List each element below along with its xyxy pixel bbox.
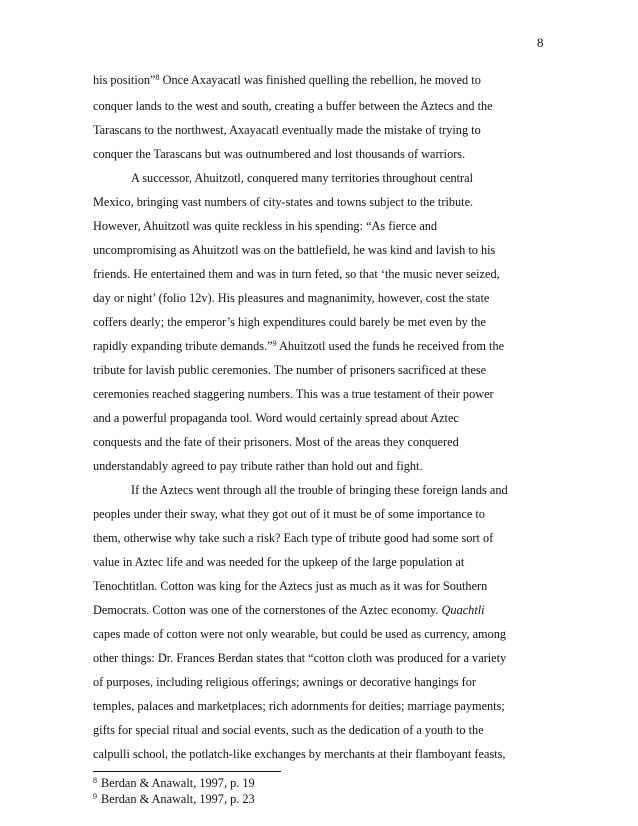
text-line: conquer the Tarascans but was outnumbered and lost thousands of warriors. xyxy=(93,147,466,161)
text-line: them, otherwise why take such a risk? Each type of tribute good had some sort of xyxy=(93,531,494,545)
text-line: Tenochtitlan. Cotton was king for the Aztecs just as much as it was for Southern xyxy=(93,579,488,593)
text-line: calpulli school, the potlatch-like exchanges by merchants at their flamboyant feasts, xyxy=(93,747,506,761)
footnote-ref: 8 xyxy=(155,73,160,82)
text-line: conquer lands to the west and south, creating a buffer between the Aztecs and the xyxy=(93,99,493,113)
text-line: conquests and the fate of their prisoners. Most of the areas they conquered xyxy=(93,435,459,449)
paragraph-start-line: If the Aztecs went through all the trouble of bringing these foreign lands and xyxy=(131,483,508,497)
text-line: capes made of cotton were not only wearable, but could be used as currency, among xyxy=(93,627,507,641)
footnote-mark: 8 xyxy=(93,776,97,785)
text-line: value in Aztec life and was needed for the upkeep of the large population at xyxy=(93,555,465,569)
text-line: Tarascans to the northwest, Axayacatl eventually made the mistake of trying to xyxy=(93,123,481,137)
text-line: rapidly expanding tribute demands.”$^9$ Ahuitzotl used the funds he received from the xyxy=(93,339,505,353)
text-line: Mexico, bringing vast numbers of city-states and towns subject to the tribute. xyxy=(93,195,474,209)
text-line: day or night’ (folio 12v). His pleasures and magnanimity, however, cost the state xyxy=(93,291,490,305)
text-line: gifts for special ritual and social events, such as the dedication of a youth to the xyxy=(93,723,484,737)
page-number: 8 xyxy=(537,35,544,50)
footnote-separator xyxy=(93,771,281,772)
text-line: of purposes, including religious offerings; awnings or decorative hangings for xyxy=(93,675,476,689)
text-line: other things: Dr. Frances Berdan states that “cotton cloth was produced for a variety xyxy=(93,651,507,665)
footnote-ref: 9 xyxy=(272,339,277,348)
text-line: friends. He entertained them and was in turn feted, so that ‘the music never seized, xyxy=(93,267,500,281)
text-line: However, Ahuitzotl was quite reckless in his spending: “As fierce and xyxy=(93,219,438,233)
text-line: his position”$^8$ Once Axayacatl was finished quelling the rebellion, he moved to xyxy=(93,73,481,87)
text-line: Democrats. Cotton was one of the cornerstones of the Aztec economy. Quachtli xyxy=(93,603,485,617)
footnote: $^8$ Berdan & Anawalt, 1997, p. 19 xyxy=(93,776,255,790)
text-line: temples, palaces and marketplaces; rich adornments for deities; marriage payments; xyxy=(93,699,505,713)
text-line: and a powerful propaganda tool. Word would certainly spread about Aztec xyxy=(93,411,459,425)
footnote: $^9$ Berdan & Anawalt, 1997, p. 23 xyxy=(93,792,255,806)
text-line: understandably agreed to pay tribute rather than hold out and fight. xyxy=(93,459,423,473)
text-line: uncompromising as Ahuitzotl was on the battlefield, he was kind and lavish to his xyxy=(93,243,496,257)
text-line: peoples under their sway, what they got out of it must be of some importance to xyxy=(93,507,485,521)
text-line: tribute for lavish public ceremonies. The number of prisoners sacrificed at these xyxy=(93,363,487,377)
footnote-mark: 9 xyxy=(93,792,97,801)
paragraph-start-line: A successor, Ahuitzotl, conquered many territories throughout central xyxy=(131,171,474,185)
italic-term: Quachtli xyxy=(441,603,485,617)
text-line: coffers dearly; the emperor’s high expenditures could barely be met even by the xyxy=(93,315,486,329)
text-line: ceremonies reached staggering numbers. This was a true testament of their power xyxy=(93,387,494,401)
